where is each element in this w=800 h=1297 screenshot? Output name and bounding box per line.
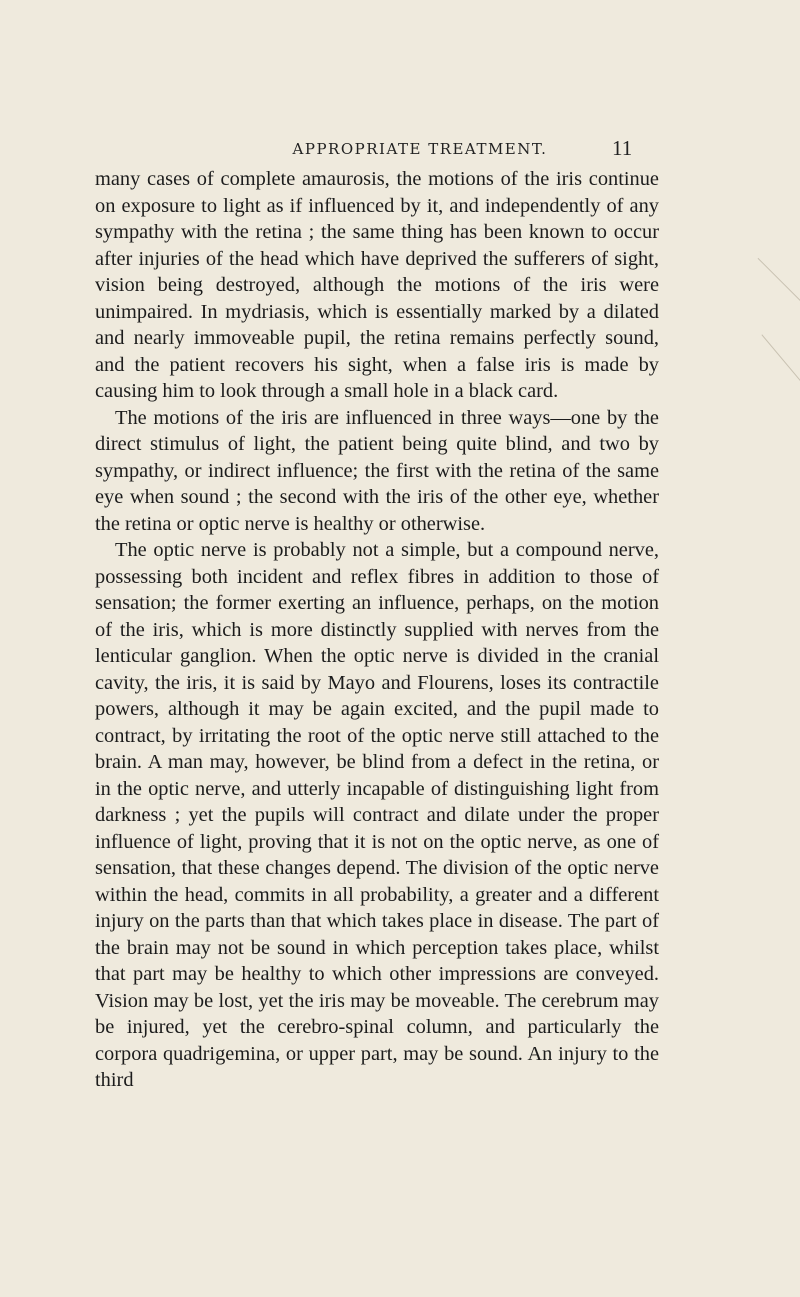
body-text — [95, 166, 659, 1094]
paper-edge-shadow — [757, 258, 800, 302]
running-header: APPROPRIATE TREATMENT. — [292, 140, 548, 158]
page-number: 11 — [612, 136, 633, 160]
paragraph-1: many cases of complete amaurosis, the motions of the iris continue on exposure to light as if influenced by it, and independently of any sympathy with the retina ; the same thing has been known to occur after injuries of the head which have deprived the sufferers of sight, vision being destroyed, although the motions of the iris were unimpaired. In mydriasis, which is essentially marked by a dilated and nearly immoveable pupil, the retina remains perfectly sound, and the patient recovers his sight, when a false iris is made by causing him to look through a small hole in a black card. — [95, 168, 659, 402]
paragraph-2: The motions of the iris are influenced in three ways—one by the direct stimulus of light, the patient being quite blind, and two by sympathy, or indirect influence; the first with the retina of the same eye when sound ; the second with the iris of the other eye, whether the retina or optic nerve is healthy or otherwise. — [95, 406, 659, 535]
paragraph-3: The optic nerve is probably not a simple, but a compound nerve, possessing both incident and reflex fibres in addition to those of sensation; the former exerting an influence, perhaps, on the motion of the iris, which is more distinctly supplied with nerves from the lenticular ganglion. When the optic nerve is divided in the cranial cavity, the iris, it is said by Mayo and Flourens, loses its contractile powers, although it may be again excited, and the pupil made to contract, by irritating the root of the optic nerve still attached to the brain. A man may, however, be blind from a defect in the retina, or in the optic nerve, and utterly incapable of distinguishing light from darkness ; yet the pupils will contract and dilate under the proper influence of light, proving that it is not on the optic nerve, as one of sensation, that these changes depend. The division of the optic nerve within the head, commits in all probability, a greater and a different injury on the parts than that which takes place in disease. The part of the brain may not be sound in which perception takes place, whilst that part may be healthy to which other impressions are conveyed. Vision may be lost, yet the iris may be moveable. The cerebrum may be injured, yet the cerebro-spinal column, and particularly the corpora quadrigemina, or upper part, may be sound. An injury to the third — [95, 539, 659, 1091]
paper-edge-shadow — [761, 334, 800, 381]
